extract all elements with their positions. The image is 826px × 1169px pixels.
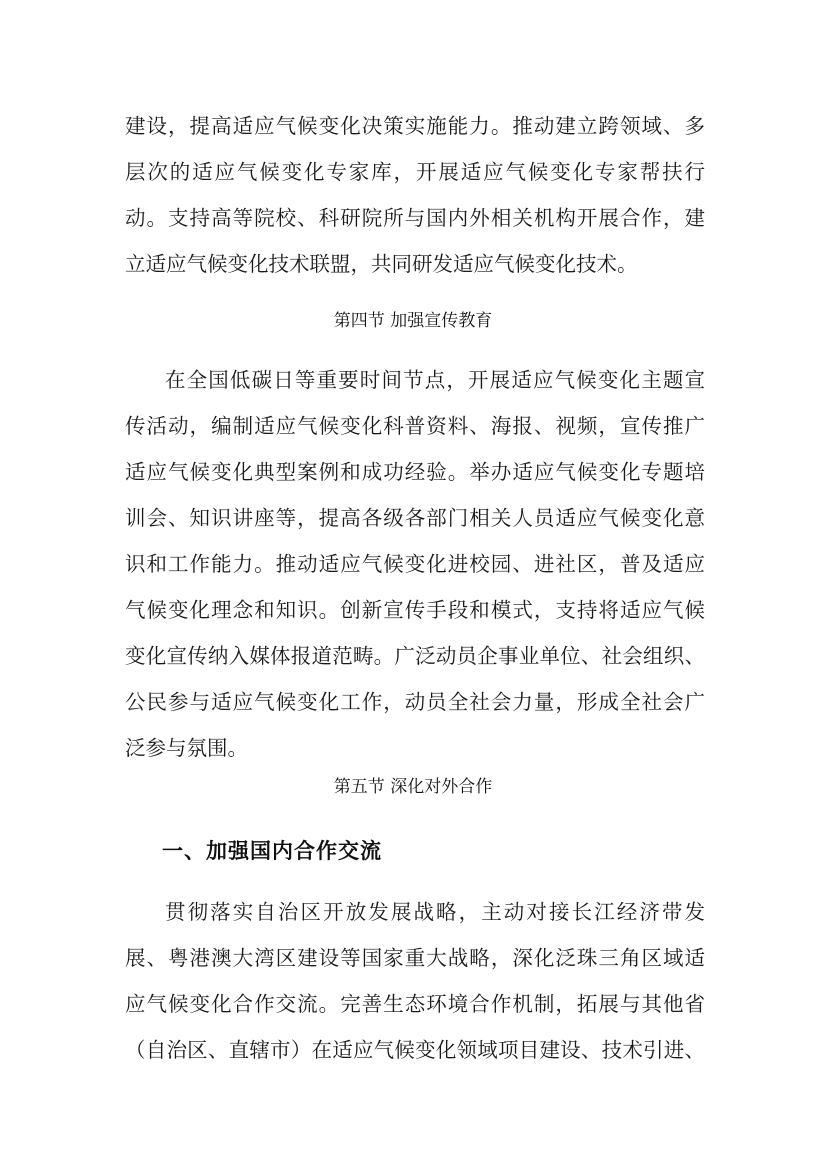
paragraph-line: 贯彻落实自治区开放发展战略，主动对接长江经济带发: [165, 900, 705, 924]
section-heading: 第五节 深化对外合作: [333, 777, 493, 797]
paragraph-line: 立适应气候变化技术联盟，共同研发适应气候变化技术。: [125, 252, 638, 276]
subsection-heading: 一、加强国内合作交流: [162, 839, 382, 863]
paragraph-line: 变化宣传纳入媒体报道范畴。广泛动员企事业单位、社会组织、: [125, 644, 705, 668]
paragraph-line: 传活动，编制适应气候变化科普资料、海报、视频，宣传推广: [125, 414, 705, 438]
paragraph-line: 训会、知识讲座等，提高各级各部门相关人员适应气候变化意: [125, 506, 705, 530]
paragraph-line: （自治区、直辖市）在适应气候变化领域项目建设、技术引进、: [125, 1038, 705, 1062]
paragraph-line: 气候变化理念和知识。创新宣传手段和模式，支持将适应气候: [125, 598, 705, 622]
paragraph-line: 展、粤港澳大湾区建设等国家重大战略，深化泛珠三角区域适: [125, 946, 705, 970]
paragraph-line: 层次的适应气候变化专家库，开展适应气候变化专家帮扶行: [125, 160, 705, 184]
paragraph-line: 识和工作能力。推动适应气候变化进校园、进社区，普及适应: [125, 552, 705, 576]
section-heading: 第四节 加强宣传教育: [333, 311, 493, 331]
paragraph-line: 适应气候变化典型案例和成功经验。举办适应气候变化专题培: [125, 460, 705, 484]
paragraph-line: 建设，提高适应气候变化决策实施能力。推动建立跨领域、多: [125, 114, 705, 138]
paragraph-line: 在全国低碳日等重要时间节点，开展适应气候变化主题宣: [165, 368, 705, 392]
paragraph-line: 泛参与氛围。: [125, 736, 248, 760]
paragraph-line: 应气候变化合作交流。完善生态环境合作机制，拓展与其他省: [125, 992, 705, 1016]
paragraph-line: 公民参与适应气候变化工作，动员全社会力量，形成全社会广: [125, 690, 705, 714]
paragraph-line: 动。支持高等院校、科研院所与国内外相关机构开展合作，建: [125, 206, 705, 230]
